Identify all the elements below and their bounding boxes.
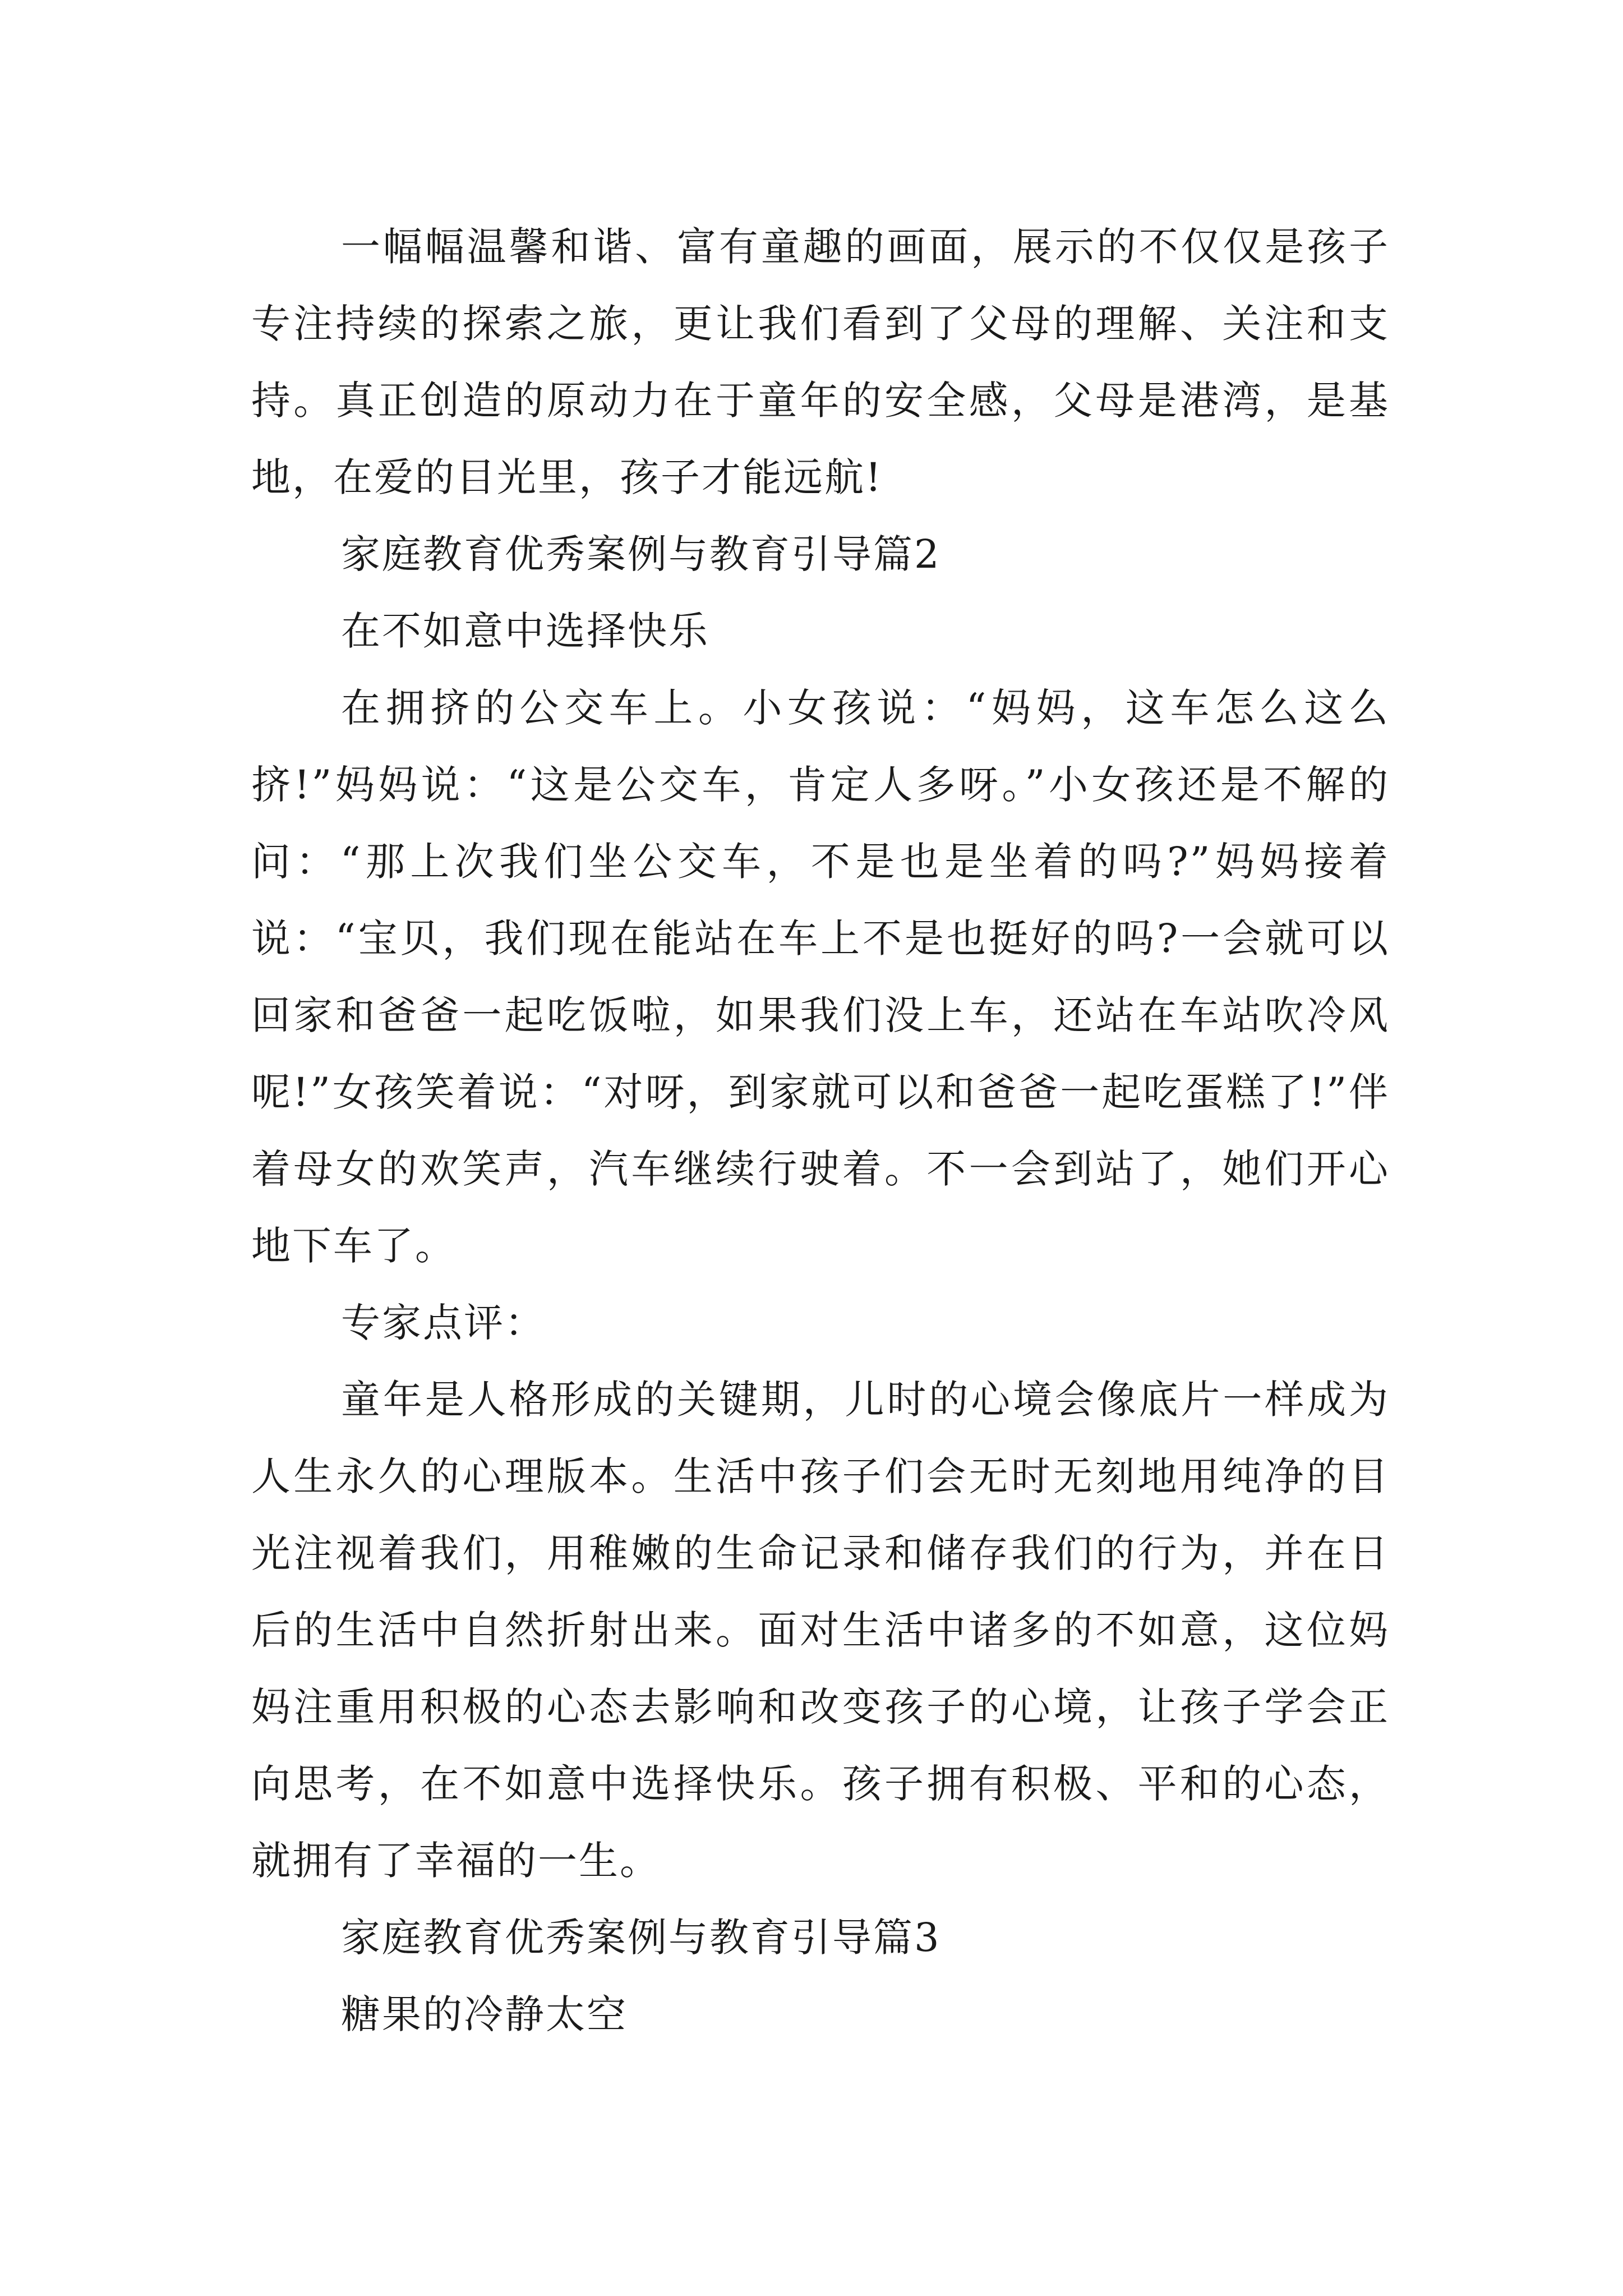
section-heading-2: 家庭教育优秀案例与教育引导篇2	[341, 531, 941, 577]
section-subtitle-2: 在不如意中选择快乐	[341, 608, 709, 654]
paragraph-story-2: 在拥挤的公交车上。小女孩说：“妈妈，这车怎么这么挤!”妈妈说：“这是公交车，肯定人多呀。”小女孩还是不解的问：“那上次我们坐公交车，不是也是坐着的吗?”妈妈接着说：“宝贝，我们现在能站在车上不是也挺好的吗?一会就可以回家和爸爸一起吃饭啦，如果我们没上车，还站在车站吹冷风呢!”女孩笑着说：“对呀，到家就可以和爸爸一起吃蛋糕了!”伴着母女的欢笑声，汽车继续行驶着。不一会到站了，她们开心地下车了。	[251, 685, 1390, 1269]
expert-review-heading: 专家点评：	[341, 1300, 546, 1346]
document-body	[251, 209, 1390, 2053]
section-subtitle-3: 糖果的冷静太空	[341, 1991, 628, 2037]
paragraph-expert-review: 童年是人格形成的关键期，儿时的心境会像底片一样成为人生永久的心理版本。生活中孩子们会无时无刻地用纯净的目光注视着我们，用稚嫩的生命记录和储存我们的行为，并在日后的生活中自然折射出来。面对生活中诸多的不如意，这位妈妈注重用积极的心态去影响和改变孩子的心境，让孩子学会正向思考，在不如意中选择快乐。孩子拥有积极、平和的心态，就拥有了幸福的一生。	[251, 1377, 1390, 1884]
section-heading-3: 家庭教育优秀案例与教育引导篇3	[341, 1915, 941, 1961]
paragraph-intro: 一幅幅温馨和谐、富有童趣的画面，展示的不仅仅是孩子专注持续的探索之旅，更让我们看到了父母的理解、关注和支持。真正创造的原动力在于童年的安全感，父母是港湾，是基地，在爱的目光里，孩子才能远航!	[251, 224, 1390, 500]
